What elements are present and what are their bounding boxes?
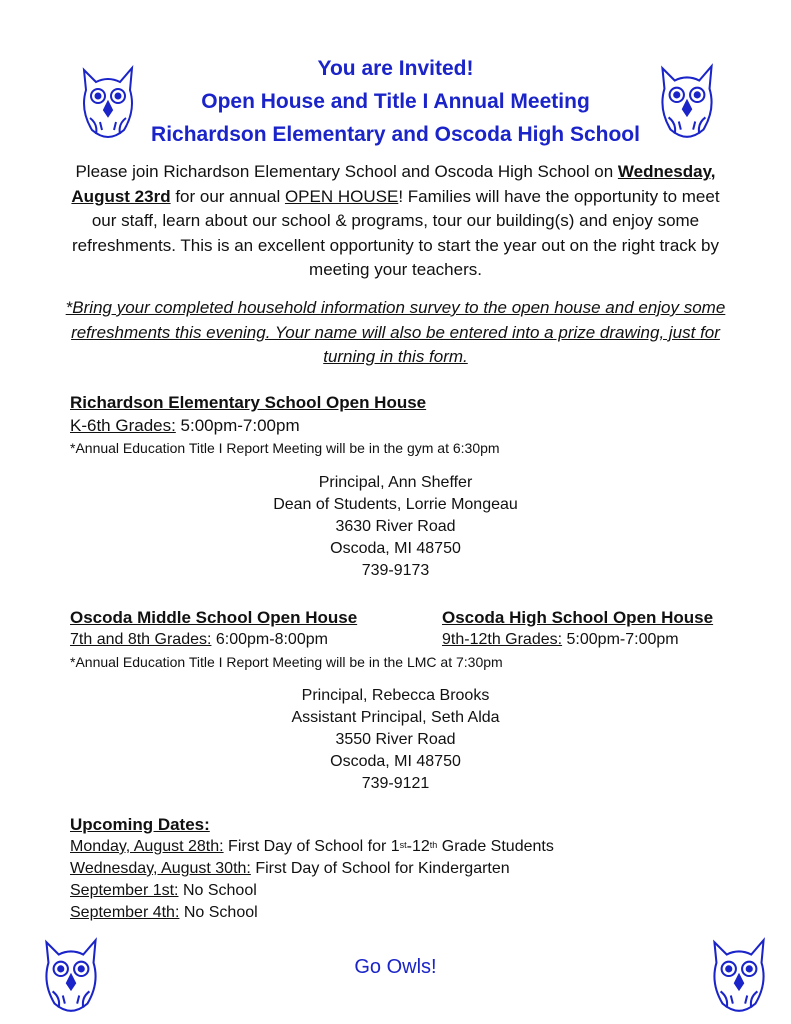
upcoming-date-4-label: September 4th: <box>70 904 180 921</box>
elementary-grades <box>70 414 730 438</box>
elementary-grades-label: K-6th Grades: <box>70 416 176 435</box>
upcoming-date-1-text: Grade Students <box>437 838 554 855</box>
intro-text-3: ! Families will have the opportunity to meet our staff, learn about our school & programs, tour our building(s) and enjoy some refreshments. This is an excellent opportunity to start the year out on the right track by meeting your teachers. <box>72 186 720 279</box>
upcoming-date-3-label: September 1st: <box>70 882 179 899</box>
elementary-grades-time: 5:00pm-7:00pm <box>175 416 300 435</box>
intro-text-1: Please join Richardson Elementary School and Oscoda High School on <box>75 162 618 181</box>
upcoming-date-1-label: Monday, August 28th: <box>70 838 224 855</box>
elementary-street: 3630 River Road <box>335 518 456 535</box>
intro-text-2: for our annual <box>170 186 285 206</box>
header-line-invited: You are Invited! <box>317 57 474 80</box>
high-assistant-principal: Assistant Principal, Seth Alda <box>291 709 500 726</box>
upcoming-date-1-text: -12 <box>406 838 430 855</box>
middle-grades-label: 7th and 8th Grades: <box>70 631 212 648</box>
high-grades <box>442 629 742 651</box>
high-title: Oscoda High School Open House <box>442 608 714 627</box>
high-phone: 739-9121 <box>361 775 430 792</box>
invitation-header <box>0 52 791 151</box>
elementary-title: Richardson Elementary School Open House <box>70 393 427 412</box>
survey-note: *Bring your completed household information survey to the open house and enjoy some refreshments this evening. Your name will also be entered into a prize drawing, just for turning in this form. <box>65 298 726 366</box>
high-street: 3550 River Road <box>335 731 456 748</box>
upcoming-date-3-text: No School <box>178 882 257 899</box>
upcoming-date-2 <box>70 858 710 880</box>
elementary-dean: Dean of Students, Lorrie Mongeau <box>273 496 518 513</box>
middle-title: Oscoda Middle School Open House <box>70 608 358 627</box>
upcoming-title: Upcoming Dates: <box>70 815 210 834</box>
upcoming-date-2-text: First Day of School for Kindergarten <box>250 860 510 877</box>
upcoming-dates-section <box>70 814 710 924</box>
header-line-event: Open House and Title I Annual Meeting <box>201 90 590 113</box>
high-city: Oscoda, MI 48750 <box>330 753 461 770</box>
superscript: th <box>429 840 438 850</box>
intro-date: Wednesday, August 23rd <box>71 162 716 206</box>
high-grades-label: 9th-12th Grades: <box>442 631 563 648</box>
go-owls-footer: Go Owls! <box>354 956 437 978</box>
header-line-schools: Richardson Elementary and Oscoda High School <box>151 123 640 146</box>
upcoming-date-4-text: No School <box>179 904 258 921</box>
high-meeting-note: *Annual Education Title I Report Meeting will be in the LMC at 7:30pm <box>70 654 503 670</box>
upcoming-date-4 <box>70 902 710 924</box>
elementary-section <box>70 392 730 458</box>
middle-section <box>70 607 410 651</box>
middle-grades <box>70 629 410 651</box>
upcoming-date-1-text: First Day of School for 1 <box>223 838 400 855</box>
high-grades-time: 5:00pm-7:00pm <box>562 631 679 648</box>
intro-open-house: OPEN HOUSE <box>284 186 399 206</box>
elementary-contact <box>0 472 791 582</box>
elementary-meeting-note: *Annual Education Title I Report Meeting will be in the gym at 6:30pm <box>70 440 500 456</box>
elementary-city: Oscoda, MI 48750 <box>330 540 461 557</box>
elementary-phone: 739-9173 <box>361 562 430 579</box>
high-contact <box>0 685 791 795</box>
superscript: st <box>399 840 407 850</box>
intro-paragraph <box>64 160 727 283</box>
high-section <box>442 607 742 651</box>
upcoming-date-2-label: Wednesday, August 30th: <box>70 860 251 877</box>
middle-grades-time: 6:00pm-8:00pm <box>211 631 328 648</box>
elementary-principal: Principal, Ann Sheffer <box>318 474 473 491</box>
upcoming-date-3 <box>70 880 710 902</box>
high-principal: Principal, Rebecca Brooks <box>301 687 490 704</box>
upcoming-date-1 <box>70 836 710 858</box>
